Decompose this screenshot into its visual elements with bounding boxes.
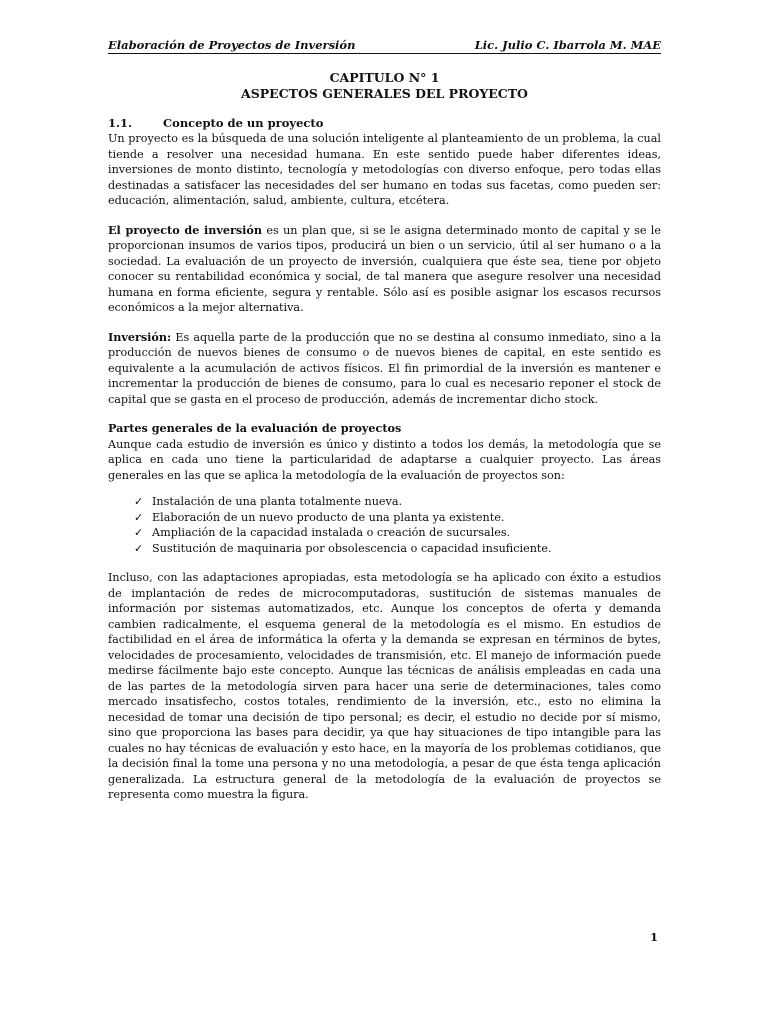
areas-list — [108, 494, 661, 556]
check-mark-icon: ✓ — [134, 526, 144, 539]
subheading-parts-text: Partes generales de la evaluación de proyectos — [108, 421, 402, 435]
header-title: Elaboración de Proyectos de Inversión — [108, 38, 356, 52]
check-mark-icon: ✓ — [134, 495, 144, 508]
header-author: Lic. Julio C. Ibarrola M. MAE — [474, 38, 661, 52]
term-investment: Inversión: — [108, 329, 172, 344]
subheading-parts — [108, 421, 661, 437]
paragraph-methodology: Incluso, con las adaptaciones apropiadas, esta metodología se ha aplicado con éxito a estudios de implantación de redes de microcomputadoras, sustitución de sistemas manuales de información por sistemas automatizados, etc. Aunque los conceptos de oferta y demanda cambien radicalmente, el esquema general de la metodología es el mismo. En estudios de factibilidad en el área de informática la oferta y la demanda se expresan en términos de bytes, velocidades de procesamiento, velocidades de transmisión, etc. El manejo de información puede medirse fácilmente bajo este concepto. Aunque las técnicas de análisis empleadas en cada una de las partes de la metodología sirven para hacer una serie de determinaciones, tales como mercado insatisfecho, costos totales, rendimiento de la inversión, etc., esto no elimina la necesidad de tomar una decisión de tipo personal; es decir, el estudio no decide por sí mismo, sino que proporciona las bases para decidir, ya que hay situaciones de tipo intangible para las cuales no hay técnicas de evaluación y esto hace, en la mayoría de los problemas cotidianos, que la decisión final la tome una persona y no una metodología, a pesar de que ésta tenga aplicación generalizada. La estructura general de la metodología de la evaluación de proyectos se representa como muestra la figura. — [108, 571, 661, 801]
list-item: ✓ Instalación de una planta totalmente nueva. — [134, 495, 403, 508]
section-title: Concepto de un proyecto — [163, 116, 324, 130]
running-header — [108, 38, 661, 54]
chapter-number: CAPITULO N° 1 — [329, 70, 440, 85]
paragraph-investment-project-text: es un plan que, si se le asigna determinado monto de capital y se le proporcionan insumos de varios tipos, producirá un bien o un servicio, útil al ser humano o a la sociedad. La evaluación de un proyecto de inversión, cualquiera que éste sea, tiene por objeto conocer su rentabilidad económica y social, de tal manera que asegure resolver una necesidad humana en forma eficiente, segura y rentable. Sólo así es posible asignar los escasos recursos económicos a la mejor alternativa. — [108, 223, 661, 314]
section-number: 1.1. — [108, 116, 133, 130]
list-item: ✓ Ampliación de la capacidad instalada o creación de sucursales. — [134, 526, 511, 539]
paragraph-investment-project — [108, 223, 661, 316]
chapter-heading — [108, 70, 661, 102]
term-investment-project: El proyecto de inversión — [108, 222, 263, 237]
list-item: ✓ Elaboración de un nuevo producto de una planta ya existente. — [134, 510, 505, 524]
chapter-title: ASPECTOS GENERALES DEL PROYECTO — [241, 86, 528, 101]
check-mark-icon: ✓ — [134, 510, 144, 524]
paragraph-investment-text: Es aquella parte de la producción que no se destina al consumo inmediato, sino a la producción de nuevos bienes de consumo o de nuevos bienes de capital, en este sentido es equivalente a la acumulación de activos físicos. El fin primordial de la inversión es mantener e incrementar la producción de bienes de consumo, para lo cual es necesario reponer el stock de capital que se gasta en el proceso de producción, además de incrementar dicho stock. — [108, 330, 661, 406]
document-page — [108, 38, 661, 803]
paragraph-concept: Un proyecto es la búsqueda de una solución inteligente al planteamiento de un problema, la cual tiende a resolver una necesidad humana. En este sentido puede haber diferentes ideas, inversiones de monto distinto, tecnología y metodologías con diverso enfoque, pero todas ellas destinadas a satisfacer las necesidades del ser humano en todas sus facetas, como pueden ser: educación, alimentación, salud, ambiente, cultura, etcétera. — [108, 132, 661, 207]
paragraph-parts: Aunque cada estudio de inversión es único y distinto a todos los demás, la metodología que se aplica en cada uno tiene la particularidad de adaptarse a cualquier proyecto. Las áreas generales en las que se aplica la metodología de la evaluación de proyectos son: — [108, 437, 661, 482]
paragraph-investment — [108, 330, 661, 408]
section-heading — [108, 116, 661, 131]
list-item: ✓ Sustitución de maquinaria por obsolescencia o capacidad insuficiente. — [134, 541, 552, 555]
page-number: 1 — [650, 930, 659, 944]
check-mark-icon: ✓ — [134, 541, 144, 555]
